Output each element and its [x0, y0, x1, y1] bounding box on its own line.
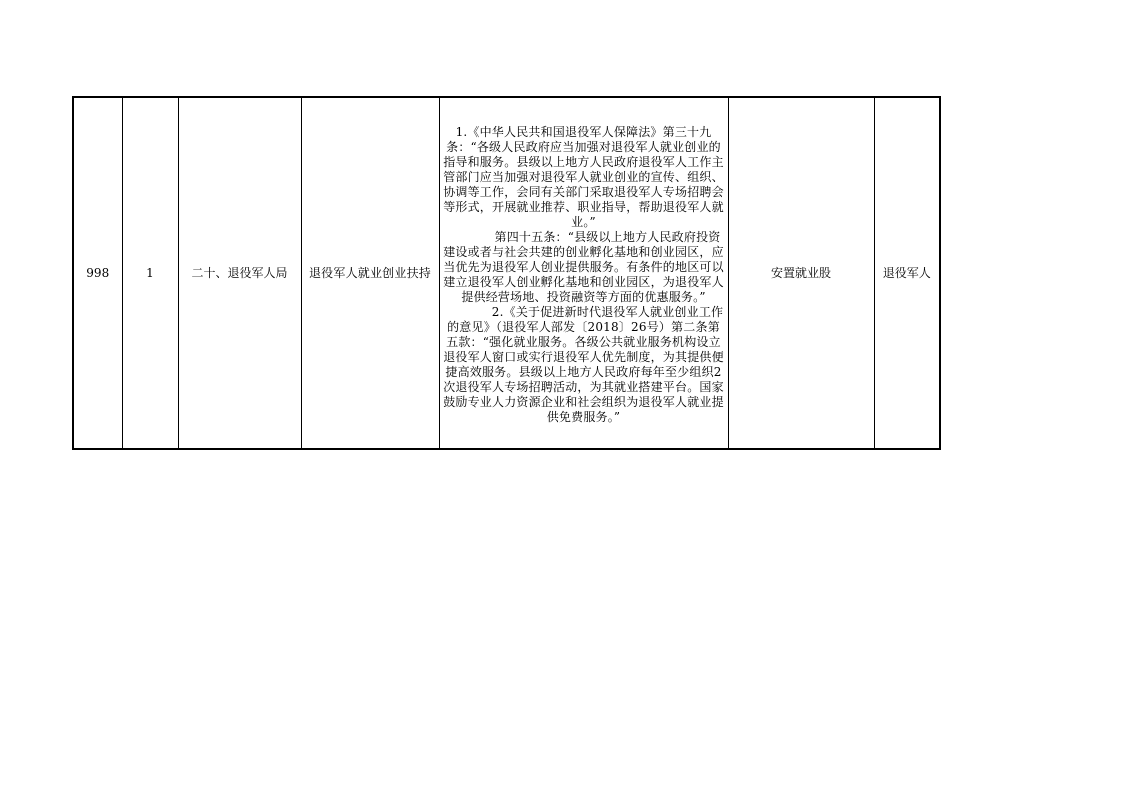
sub-number-cell: 1	[122, 97, 178, 449]
legal-basis-cell	[439, 97, 728, 449]
responsible-unit-cell: 安置就业股	[728, 97, 874, 449]
legal-basis-paragraph: 1.《中华人民共和国退役军人保障法》第三十九条：“各级人民政府应当加强对退役军人就业创业的指导和服务。县级以上地方人民政府退役军人工作主管部门应当加强对退役军人就业创业的宣传、组织、协调等工作，会同有关部门采取退役军人专场招聘会等形式，开展就业推荐、职业指导，帮助退役军人就业。”	[443, 124, 724, 229]
legal-basis-paragraph: 第四十五条：“县级以上地方人民政府投资建设或者与社会共建的创业孵化基地和创业园区，应当优先为退役军人创业提供服务。有条件的地区可以建立退役军人创业孵化基地和创业园区，为退役军人提供经营场地、投资融资等方面的优惠服务。”	[443, 229, 724, 304]
table-row	[73, 97, 940, 449]
service-target-cell: 退役军人	[874, 97, 940, 449]
item-name-cell: 退役军人就业创业扶持	[301, 97, 439, 449]
department-cell: 二十、退役军人局	[178, 97, 301, 449]
legal-basis-paragraph: 2.《关于促进新时代退役军人就业创业工作的意见》（退役军人部发〔2018〕26号）第二条第五款：“强化就业服务。各级公共就业服务机构设立退役军人窗口或实行退役军人优先制度，为其提供便捷高效服务。县级以上地方人民政府每年至少组织2次退役军人专场招聘活动，为其就业搭建平台。国家鼓励专业人力资源企业和社会组织为退役军人就业提供免费服务。”	[443, 304, 724, 424]
serial-number-cell: 998	[73, 97, 122, 449]
data-table	[72, 96, 941, 450]
